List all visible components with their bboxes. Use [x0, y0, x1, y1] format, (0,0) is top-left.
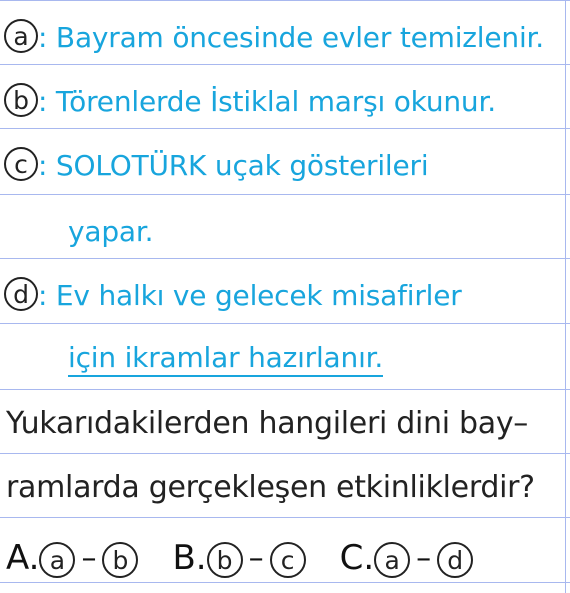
- ruled-line: [0, 582, 570, 583]
- statement-a-marker: a: [4, 19, 38, 53]
- option-a-second-marker: b: [102, 542, 138, 578]
- option-a-label: A.: [6, 538, 40, 578]
- statement-c-marker: c: [4, 147, 38, 181]
- statement-c-text: : SOLOTÜRK uçak gösterileri: [38, 149, 429, 182]
- statement-a: [4, 0, 562, 56]
- statement-d: [4, 258, 562, 314]
- statement-b: [4, 64, 562, 120]
- option-a[interactable]: [6, 538, 138, 581]
- option-c-second-marker: d: [437, 542, 473, 578]
- option-b[interactable]: [172, 538, 305, 581]
- option-b-dash: –: [248, 541, 264, 576]
- statement-d-text: : Ev halkı ve gelecek misafirler: [38, 279, 462, 312]
- statement-a-text: : Bayram öncesinde evler temizlenir.: [38, 21, 544, 54]
- option-b-first-marker: b: [207, 542, 243, 578]
- statement-b-text: : Törenlerde İstiklal marşı okunur.: [38, 85, 496, 118]
- statement-c-text-line2: yapar.: [68, 215, 154, 248]
- option-c-label: C.: [339, 538, 375, 578]
- statement-c-continuation: [68, 194, 562, 250]
- question-line-1: [6, 389, 562, 445]
- option-b-second-marker: c: [270, 542, 306, 578]
- question-text-2: ramlarda gerçekleşen etkinliklerdir?: [6, 470, 535, 505]
- statement-b-marker: b: [4, 83, 38, 117]
- option-b-label: B.: [172, 538, 207, 578]
- question-text-1: Yukarıdakilerden hangileri dini bay–: [6, 406, 529, 441]
- option-c[interactable]: [340, 538, 474, 581]
- option-c-dash: –: [416, 541, 432, 576]
- statement-d-continuation: [68, 323, 562, 379]
- statement-c: [4, 128, 562, 184]
- question-line-2: [6, 453, 562, 509]
- answer-options: [6, 517, 562, 581]
- option-a-dash: –: [81, 541, 97, 576]
- margin-line: [565, 0, 566, 593]
- statement-d-text-line2: için ikramlar hazırlanır.: [68, 341, 383, 377]
- statement-d-marker: d: [4, 277, 38, 311]
- option-c-first-marker: a: [374, 542, 410, 578]
- option-a-first-marker: a: [39, 542, 75, 578]
